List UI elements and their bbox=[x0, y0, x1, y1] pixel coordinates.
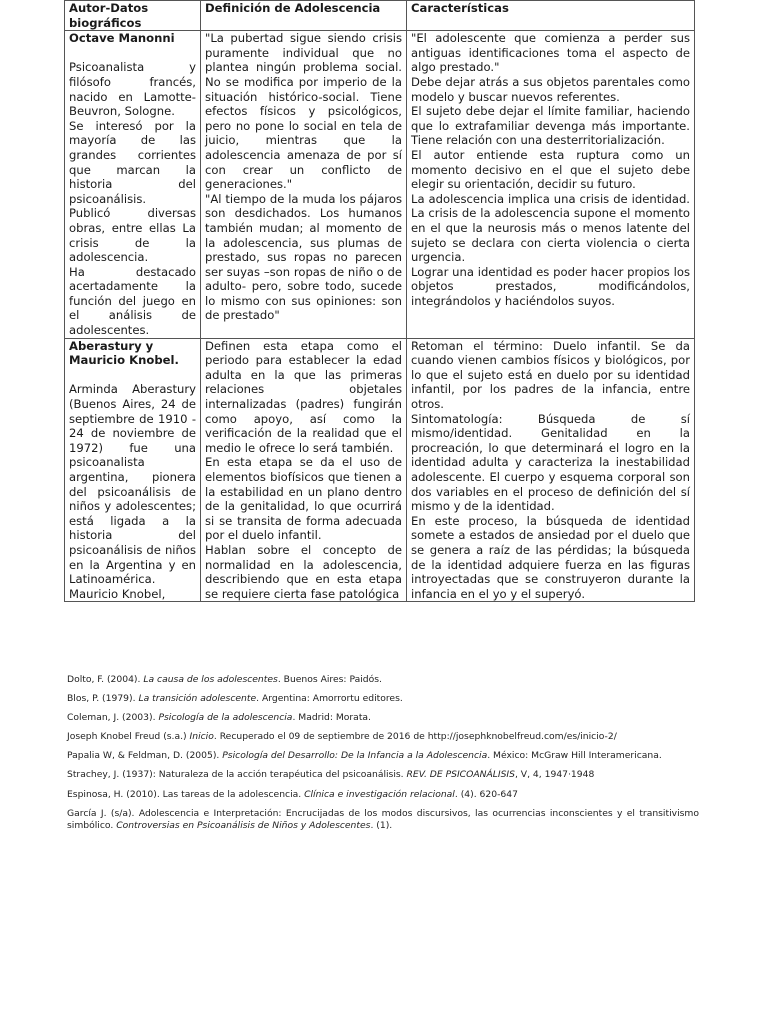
table-row bbox=[65, 31, 695, 338]
table-row bbox=[65, 338, 695, 602]
characteristics-paragraph: El sujeto debe dejar el límite familiar, haciendo que lo extrafamiliar devenga más importante. Tiene relación con una desterritorialización. bbox=[411, 104, 690, 148]
reference-item: Strachey, J. (1937): Naturaleza de la acción terapéutica del psicoanálisis. REV. DE PSICOANÁLISIS, V, 4, 1947·1948 bbox=[67, 769, 595, 781]
characteristics-paragraph: Retoman el término: Duelo infantil. Se da cuando vienen cambios físicos y biológicos, por lo que el sujeto está en duelo por su identidad infantil, por los padres de la infancia, entre otros. bbox=[411, 338, 690, 412]
author-bio-paragraph: Arminda Aberastury (Buenos Aires, 24 de septiembre de 1910 - 24 de noviembre de 1972) fue una psicoanalista argentina, pionera del psicoanálisis de niños y adolescentes; está ligada a la historia del psicoanálisis de niños en la Argentina y en Latinoamérica. bbox=[69, 382, 196, 587]
author-bio-paragraph: Ha destacado acertadamente la función del juego en el análisis de adolescentes. bbox=[69, 264, 196, 338]
author-bio-paragraph: Psicoanalista y filósofo francés, nacido en Lamotte-Beuvron, Sologne. bbox=[69, 60, 196, 119]
reference-item: Espinosa, H. (2010). Las tareas de la adolescencia. Clínica e investigación relacional. (4). 620-647 bbox=[67, 788, 518, 800]
reference-item: García J. (s/a). Adolescencia e Interpretación: Encrucijadas de los modos discursivos, las ocurrencias inconscientes y el transitivismo simbólico. Controversias en Psicoanálisis de Niños y Adolescentes. (1). bbox=[67, 807, 699, 831]
reference-item: Blos, P. (1979). La transición adolescente. Argentina: Amorrortu editores. bbox=[67, 693, 403, 705]
table-header-row bbox=[65, 1, 695, 31]
definition-paragraph: "La pubertad sigue siendo crisis puramente individual que no plantea ningún problema social. No se modifica por imperio de la situación histórico-social. Tiene efectos físicos y psicológicos, pero no pone lo social en tela de juicio, mientras que la adolescencia amenaza de por sí con crear un conflicto de generaciones." bbox=[205, 31, 402, 192]
characteristics-cell bbox=[407, 338, 695, 602]
characteristics-paragraph: Sintomatología: Búsqueda de sí mismo/identidad. Genitalidad en la procreación, lo que determinará el logro en la identidad adulta y caracteriza la inestabilidad adolescente. El cuerpo y esquema corporal son dos variables en el proceso de definición del sí mismo y de la identidad. bbox=[411, 411, 690, 514]
characteristics-paragraph: Lograr una identidad es poder hacer propios los objetos prestados, modificándolos, integrándolos y haciéndolos suyos. bbox=[411, 264, 690, 308]
characteristics-paragraph: La adolescencia implica una crisis de identidad. La crisis de la adolescencia supone el momento en el que la neurosis más o menos latente del sujeto se declara con cierta violencia o cierta urgencia. bbox=[411, 191, 690, 265]
header-author: Autor-Datos biográficos bbox=[65, 1, 201, 31]
author-bio-paragraph: Mauricio Knobel, bbox=[69, 586, 166, 601]
characteristics-paragraph: Debe dejar atrás a sus objetos parentales como modelo y buscar nuevos referentes. bbox=[411, 74, 690, 104]
author-cell bbox=[65, 31, 201, 338]
header-characteristics: Características bbox=[407, 1, 695, 31]
author-name: Octave Manonni bbox=[69, 31, 175, 46]
adolescence-table bbox=[64, 0, 695, 602]
definition-paragraph: Definen esta etapa como el periodo para establecer la edad adulta en la que las primeras relaciones objetales internalizadas (padres) fungirán como apoyo, así como la verificación de la realidad que el medio le ofrece lo será también. bbox=[205, 338, 402, 455]
author-bio-paragraph: Se interesó por la mayoría de las grandes corrientes que marcan la historia del psicoanálisis. bbox=[69, 118, 196, 206]
definition-cell bbox=[201, 31, 407, 338]
author-bio-paragraph: Publicó diversas obras, entre ellas La crisis de la adolescencia. bbox=[69, 206, 196, 265]
reference-item: Coleman, J. (2003). Psicología de la adolescencia. Madrid: Morata. bbox=[67, 712, 371, 724]
adolescence-table-wrapper bbox=[64, 0, 694, 601]
characteristics-paragraph: El autor entiende esta ruptura como un momento decisivo en el que el sujeto debe elegir su orientación, decidir su futuro. bbox=[411, 147, 690, 192]
reference-item: Papalia W, & Feldman, D. (2005). Psicología del Desarrollo: De la Infancia a la Adolescencia. México: McGraw Hill Interamericana. bbox=[67, 750, 662, 762]
header-definition: Definición de Adolescencia bbox=[201, 1, 407, 31]
definition-paragraph: Hablan sobre el concepto de normalidad en la adolescencia, describiendo que en esta etapa se requiere cierta fase patológica bbox=[205, 542, 402, 601]
author-name: Aberastury y Mauricio Knobel. bbox=[69, 338, 179, 368]
definition-paragraph: En esta etapa se da el uso de elementos biofísicos que tienen a la estabilidad en un plano dentro de la genitalidad, lo que ocurrirá si se transita de forma adecuada por el duelo infantil. bbox=[205, 455, 402, 543]
characteristics-cell bbox=[407, 31, 695, 338]
author-cell bbox=[65, 338, 201, 602]
reference-item: Dolto, F. (2004). La causa de los adolescentes. Buenos Aires: Paidós. bbox=[67, 674, 382, 685]
definition-paragraph: "Al tiempo de la muda los pájaros son desdichados. Los humanos también mudan; al momento de la adolescencia, sus plumas de prestado, sus ropas no parecen ser suyas –son ropas de niño o de adulto- pero, sobre todo, sucede lo mismo con sus opiniones: son de prestado" bbox=[205, 191, 402, 323]
characteristics-paragraph: En este proceso, la búsqueda de identidad somete a estados de ansiedad por el duelo que se genera a raíz de las pérdidas; la búsqueda de la identidad adquiere fuerza en las figuras introyectadas que se construyeron durante la infancia en el yo y el superyó. bbox=[411, 513, 690, 601]
references-list bbox=[67, 674, 699, 839]
characteristics-paragraph: "El adolescente que comienza a perder sus antiguas identificaciones toma el aspecto de algo prestado." bbox=[411, 31, 690, 75]
definition-cell bbox=[201, 338, 407, 602]
reference-item: Joseph Knobel Freud (s.a.) Inicio. Recuperado el 09 de septiembre de 2016 de http://josephknobelfreud.com/es/inicio-2/ bbox=[67, 731, 617, 743]
